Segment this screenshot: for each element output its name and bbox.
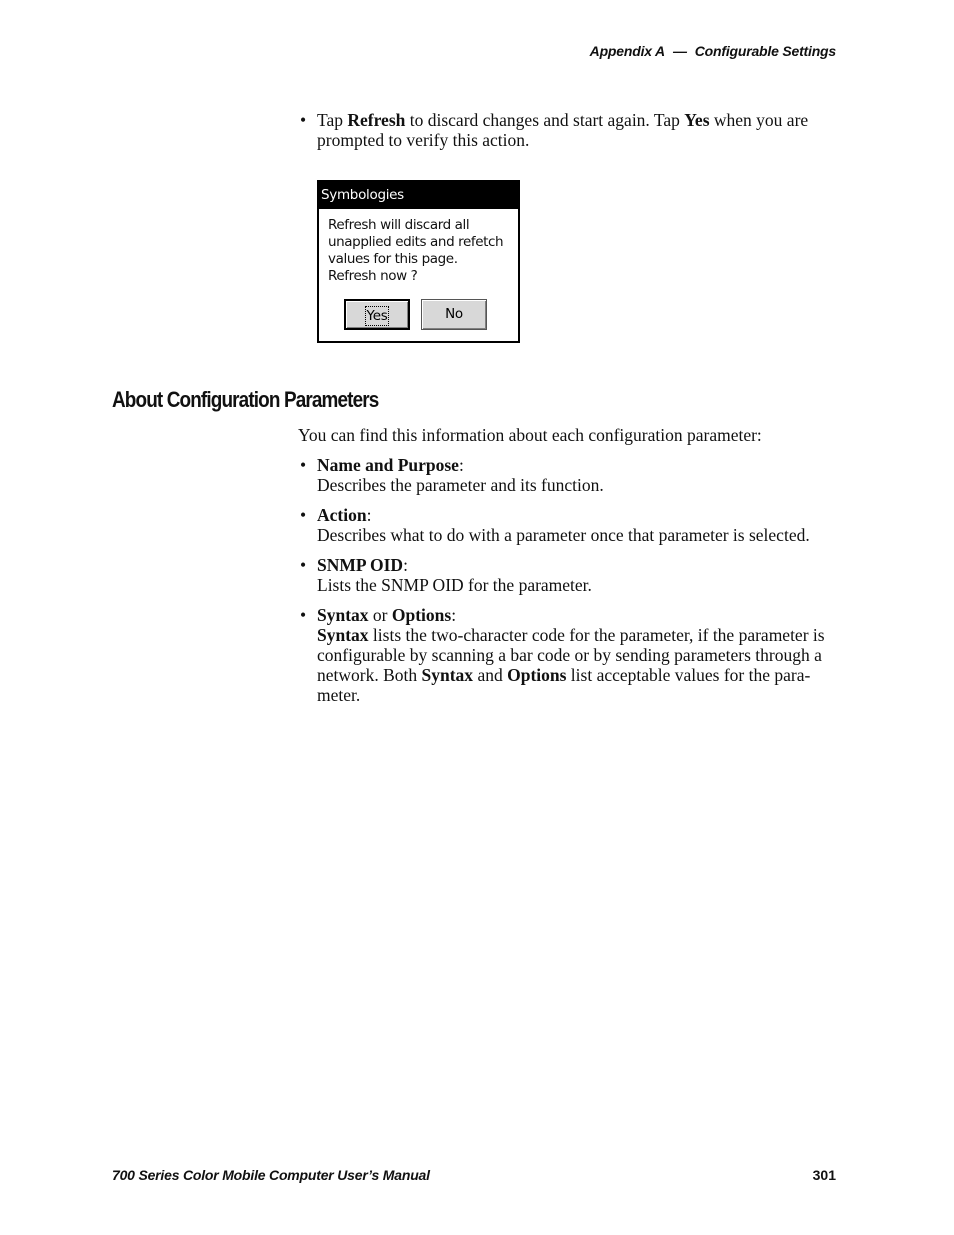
section-heading: About Configuration Parameters [112, 387, 379, 412]
refresh-text-1: Tap [317, 110, 348, 130]
syntax-text: lists the two-character code for the parameter, if the parameter is configurable by scanning a bar code or by sending parameters through a network. Both [317, 625, 825, 685]
options-term: Options [507, 665, 567, 685]
header-chapter: Configurable Settings [694, 43, 836, 59]
no-button-label: No [445, 306, 463, 322]
symbologies-dialog [317, 180, 520, 343]
bullet-icon: • [300, 455, 307, 475]
list-item [298, 555, 843, 595]
param-title: Action [317, 505, 367, 525]
running-header [590, 43, 836, 59]
list-item [298, 455, 843, 495]
param-colon: : [366, 505, 372, 525]
param-description: Describes the parameter and its function. [317, 475, 604, 495]
parameter-list [298, 455, 843, 715]
param-title: SNMP OID [317, 555, 404, 575]
dialog-message-line: Refresh will discard all [328, 217, 470, 233]
param-title: Name and Purpose [317, 455, 459, 475]
dialog-message-line: values for this page. [328, 251, 458, 267]
syntax-term: Syntax [317, 605, 369, 625]
refresh-text-2: to discard changes and start again. Tap [405, 110, 685, 130]
bullet-icon: • [300, 110, 307, 130]
yes-button[interactable] [344, 299, 410, 330]
refresh-instructions [298, 110, 843, 150]
bullet-icon: • [300, 605, 307, 625]
param-colon: : [403, 555, 408, 575]
syntax-text: list acceptable values for the para-meter. [317, 665, 811, 705]
options-term: Options [391, 605, 452, 625]
no-button[interactable] [421, 299, 487, 330]
list-item [298, 605, 843, 705]
syntax-text: : [451, 605, 457, 625]
page-number: 301 [812, 1167, 836, 1183]
dialog-title: Symbologies [319, 182, 518, 209]
param-description: Describes what to do with a parameter once that parameter is selected. [317, 525, 810, 545]
refresh-term: Refresh [347, 110, 406, 130]
bullet-icon: • [300, 555, 307, 575]
header-appendix: Appendix A [589, 43, 665, 59]
refresh-text-3: when you are prompted to verify this action. [317, 110, 809, 150]
dialog-message-line: unapplied edits and refetch [328, 234, 504, 250]
footer-manual-title: 700 Series Color Mobile Computer User’s Manual [112, 1167, 430, 1183]
param-colon: : [458, 455, 464, 475]
syntax-text: and [473, 665, 508, 685]
bullet-icon: • [300, 505, 307, 525]
yes-button-label: Yes [366, 308, 388, 324]
list-item [298, 505, 843, 545]
header-separator: — [672, 43, 687, 59]
syntax-term: Syntax [317, 625, 369, 645]
section-intro: You can find this information about each configuration parameter: [298, 425, 762, 445]
syntax-text: or [368, 605, 392, 625]
refresh-bullet [298, 110, 843, 150]
syntax-term: Syntax [421, 665, 474, 685]
param-description: Lists the SNMP OID for the parameter. [317, 575, 592, 595]
dialog-message-line: Refresh now ? [328, 268, 418, 284]
yes-term: Yes [684, 110, 710, 130]
dialog-message [319, 209, 518, 285]
